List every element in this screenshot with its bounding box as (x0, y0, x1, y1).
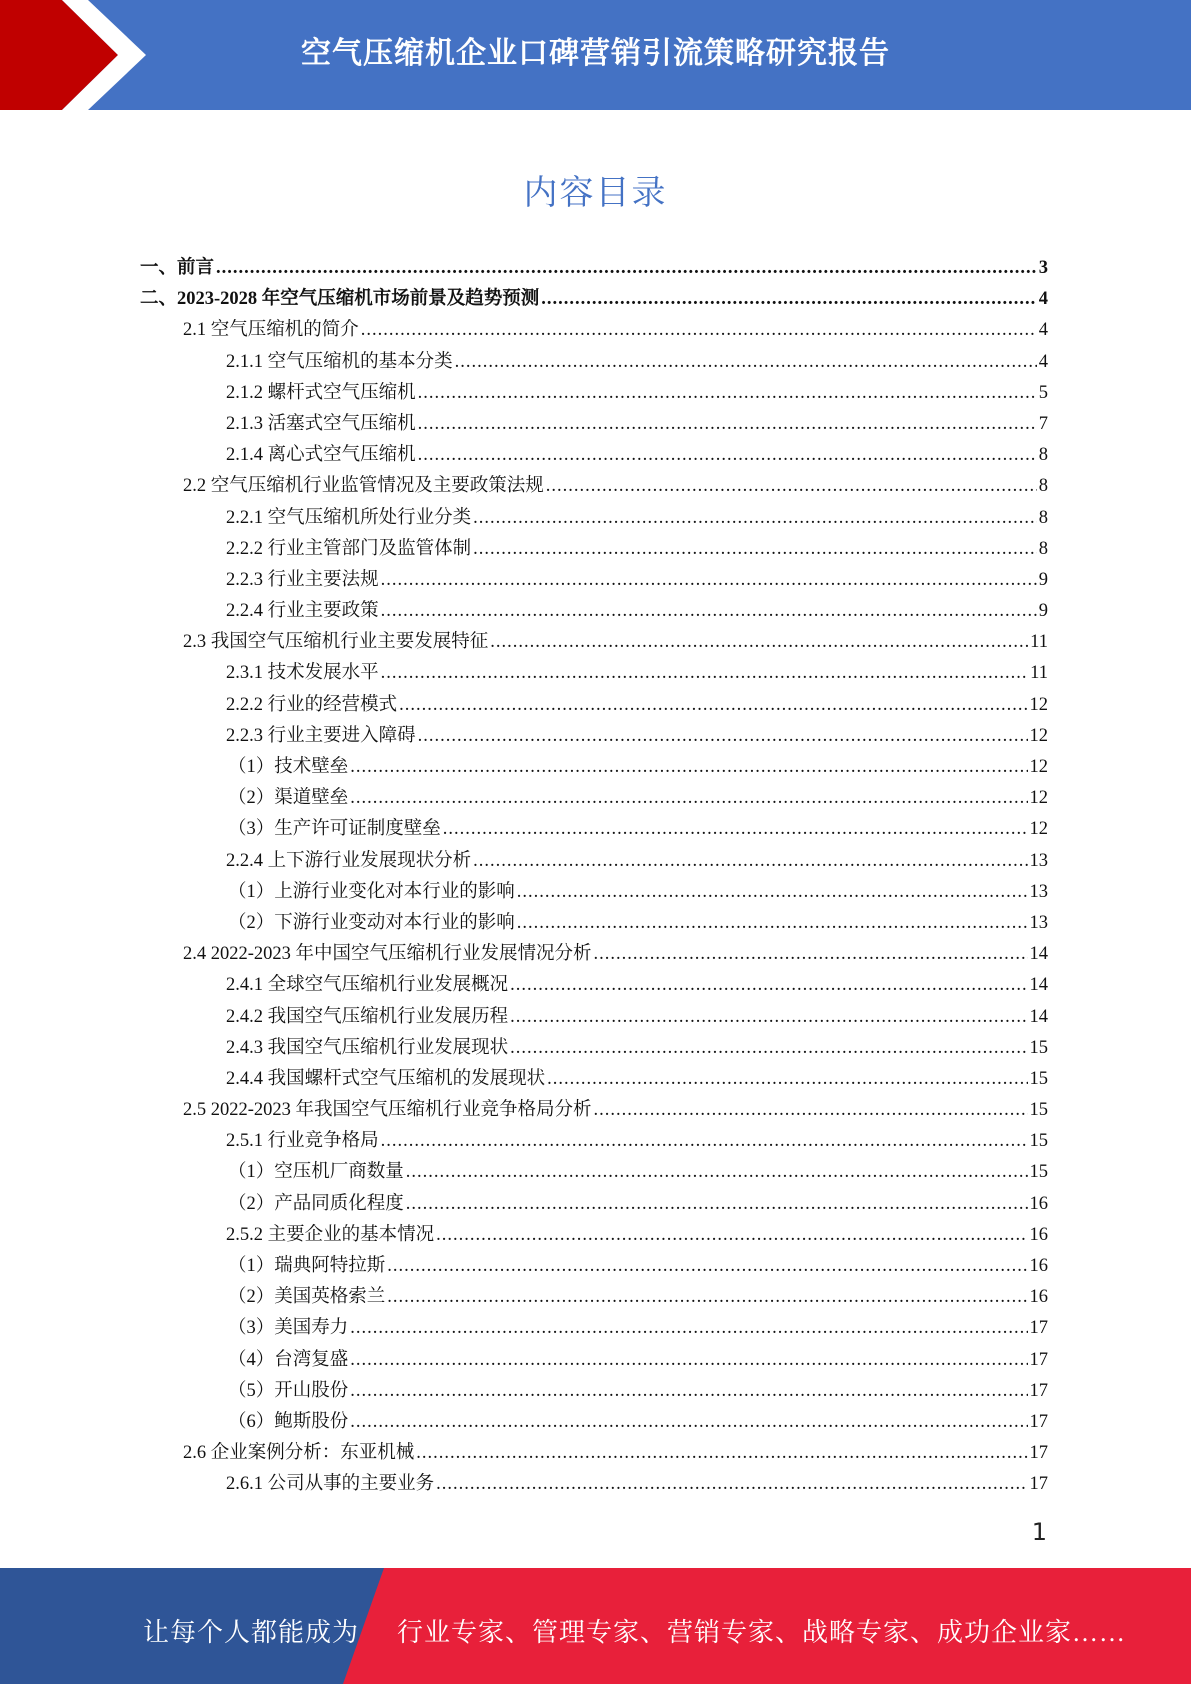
toc-entry[interactable] (140, 690, 1048, 721)
toc-entry-title: 2.1.1 空气压缩机的基本分类 (226, 351, 453, 372)
toc-entry-page: 12 (1029, 694, 1048, 715)
toc-entry-page: 14 (1029, 944, 1048, 965)
toc-dot-leader (436, 1225, 1027, 1246)
toc-dot-leader (510, 975, 1027, 996)
toc-entry-page: 8 (1038, 507, 1048, 528)
toc-entry-title: （4）台湾复盛 (228, 1349, 349, 1370)
toc-dot-leader (350, 1318, 1027, 1339)
toc-entry-page: 17 (1029, 1474, 1048, 1495)
toc-dot-leader (510, 1038, 1027, 1059)
toc-entry-title: （1）瑞典阿特拉斯 (228, 1256, 386, 1276)
toc-entry[interactable] (140, 627, 1048, 658)
toc-entry-page: 11 (1030, 632, 1048, 653)
toc-entry-title: 2.2.2 行业主管部门及监管体制 (226, 538, 472, 559)
toc-entry-page: 17 (1029, 1380, 1048, 1401)
toc-dot-leader (473, 851, 1027, 872)
toc-entry-page: 13 (1029, 912, 1048, 933)
toc-entry[interactable] (140, 440, 1048, 471)
toc-entry-title: 2.6.1 公司从事的主要业务 (226, 1474, 435, 1495)
toc-entry-page: 15 (1029, 1162, 1048, 1183)
toc-entry-page: 11 (1030, 663, 1048, 684)
toc-entry-page: 12 (1029, 757, 1048, 777)
toc-entry[interactable] (140, 814, 1048, 845)
toc-entry-title: （2）产品同质化程度 (228, 1193, 404, 1214)
report-title: 空气压缩机企业口碑营销引流策略研究报告 (301, 36, 890, 71)
toc-entry[interactable] (140, 1220, 1048, 1251)
toc-entry-page: 17 (1029, 1443, 1048, 1464)
toc-heading: 内容目录 (523, 173, 668, 213)
toc-entry-title: （1）空压机厂商数量 (228, 1162, 404, 1183)
toc-entry[interactable] (140, 1189, 1048, 1220)
toc-entry[interactable] (140, 534, 1048, 565)
toc-dot-leader (517, 882, 1028, 903)
toc-dot-leader (387, 1287, 1027, 1308)
toc-dot-leader (399, 695, 1027, 716)
toc-entry-title: 2.4.4 我国螺杆式空气压缩机的发展现状 (226, 1068, 546, 1089)
toc-entry[interactable] (140, 846, 1048, 877)
toc-entry-page: 13 (1029, 881, 1048, 902)
toc-dot-leader (381, 601, 1037, 622)
toc-entry[interactable] (140, 471, 1048, 502)
toc-entry-title: 2.2.2 行业的经营模式 (226, 694, 398, 715)
toc-entry[interactable] (140, 1376, 1048, 1407)
toc-dot-leader (350, 757, 1027, 778)
toc-entry-title: （6）鲍斯股份 (228, 1411, 349, 1432)
toc-entry-page: 4 (1038, 351, 1048, 372)
toc-entry-title: 2.4.1 全球空气压缩机行业发展概况 (226, 975, 509, 996)
toc-dot-leader (406, 1194, 1028, 1215)
toc-dot-leader (416, 1443, 1027, 1464)
toc-entry-title: （2）下游行业变动对本行业的影响 (228, 912, 515, 933)
toc-entry[interactable] (140, 752, 1048, 783)
toc-entry[interactable] (140, 596, 1048, 627)
toc-entry[interactable] (140, 1345, 1048, 1376)
toc-entry[interactable] (140, 658, 1048, 689)
toc-entry-title: （3）生产许可证制度壁垒 (228, 819, 441, 840)
toc-entry[interactable] (140, 1033, 1048, 1064)
toc-entry-page: 8 (1038, 538, 1048, 559)
toc-entry-page: 17 (1029, 1349, 1048, 1370)
toc-dot-leader (490, 632, 1028, 653)
toc-entry-page: 17 (1029, 1411, 1048, 1432)
toc-entry-title: 2.4.3 我国空气压缩机行业发展现状 (226, 1037, 509, 1058)
toc-entry[interactable] (140, 1438, 1048, 1469)
toc-entry-page: 9 (1038, 569, 1048, 590)
toc-entry[interactable] (140, 721, 1048, 752)
toc-entry-title: 2.1 空气压缩机的简介 (183, 320, 359, 341)
toc-entry[interactable] (140, 1002, 1048, 1033)
toc-entry[interactable] (140, 315, 1048, 346)
toc-dot-leader (547, 1069, 1027, 1090)
toc-list (140, 253, 1048, 1501)
toc-entry[interactable] (140, 1095, 1048, 1126)
toc-dot-leader (443, 819, 1028, 840)
toc-entry-page: 12 (1029, 819, 1048, 840)
toc-entry[interactable] (140, 1282, 1048, 1313)
toc-entry-page: 12 (1029, 725, 1048, 746)
toc-entry-title: （2）渠道壁垒 (228, 788, 349, 809)
toc-entry-title: 2.1.3 活塞式空气压缩机 (226, 413, 416, 434)
toc-entry-page: 13 (1029, 850, 1048, 871)
toc-entry-title: 2.3 我国空气压缩机行业主要发展特征 (183, 632, 489, 653)
toc-dot-leader (473, 508, 1037, 529)
toc-dot-leader (350, 788, 1027, 809)
toc-entry-title: 2.3.1 技术发展水平 (226, 663, 379, 684)
toc-dot-leader (510, 1007, 1027, 1028)
toc-entry-title: 2.1.4 离心式空气压缩机 (226, 445, 416, 466)
toc-dot-leader (594, 944, 1028, 965)
toc-dot-leader (418, 383, 1037, 404)
toc-dot-leader (418, 445, 1037, 466)
toc-entry-title: 2.4 2022-2023 年中国空气压缩机行业发展情况分析 (183, 944, 592, 965)
toc-entry-page: 14 (1029, 1006, 1048, 1027)
toc-entry-title: （5）开山股份 (228, 1380, 349, 1401)
toc-entry[interactable] (140, 1313, 1048, 1344)
toc-entry-page: 8 (1038, 445, 1048, 466)
toc-entry-title: 2.2.3 行业主要进入障碍 (226, 725, 416, 746)
toc-dot-leader (418, 414, 1037, 435)
toc-entry[interactable] (140, 565, 1048, 596)
footer-slogan-left: 让每个人都能成为 (143, 1618, 360, 1647)
toc-entry-page: 4 (1038, 320, 1048, 341)
toc-entry-title: 2.5.2 主要企业的基本情况 (226, 1224, 435, 1245)
toc-dot-leader (517, 913, 1028, 934)
toc-entry[interactable] (140, 970, 1048, 1001)
toc-dot-leader (381, 1131, 1028, 1152)
toc-entry-title: 2.4.2 我国空气压缩机行业发展历程 (226, 1006, 509, 1027)
toc-entry-title: 2.2.4 上下游行业发展现状分析 (226, 850, 472, 871)
header-banner (0, 0, 1191, 110)
toc-entry-page: 3 (1038, 258, 1048, 278)
toc-dot-leader (541, 289, 1036, 310)
toc-dot-leader (387, 1256, 1027, 1277)
toc-entry-page: 12 (1029, 788, 1048, 809)
toc-entry[interactable] (140, 1407, 1048, 1438)
toc-entry-title: 2.1.2 螺杆式空气压缩机 (226, 382, 416, 403)
toc-dot-leader (455, 352, 1037, 373)
toc-entry-title: 二、2023-2028 年空气压缩机市场前景及趋势预测 (140, 289, 540, 310)
footer-banner (0, 1568, 1191, 1684)
toc-dot-leader (594, 1100, 1028, 1121)
toc-entry[interactable] (140, 284, 1048, 315)
toc-entry[interactable] (140, 253, 1048, 284)
toc-dot-leader (350, 1412, 1027, 1433)
toc-entry-title: 2.5.1 行业竞争格局 (226, 1131, 379, 1152)
toc-entry[interactable] (140, 877, 1048, 908)
toc-entry[interactable] (140, 1251, 1048, 1282)
toc-entry-page: 17 (1029, 1318, 1048, 1339)
toc-entry[interactable] (140, 347, 1048, 378)
toc-entry-page: 15 (1029, 1068, 1048, 1089)
toc-entry-page: 16 (1029, 1193, 1048, 1214)
toc-dot-leader (381, 663, 1029, 684)
toc-entry-page: 16 (1029, 1224, 1048, 1245)
toc-entry-title: （2）美国英格索兰 (228, 1287, 386, 1308)
footer-slogan-right: 行业专家、管理专家、营销专家、战略专家、成功企业家…… (397, 1618, 1127, 1647)
toc-entry-page: 5 (1038, 382, 1048, 403)
toc-entry-title: （1）技术壁垒 (228, 757, 349, 777)
toc-entry-page: 4 (1038, 289, 1048, 310)
toc-entry-title: 2.2.1 空气压缩机所处行业分类 (226, 507, 472, 528)
toc-dot-leader (406, 1162, 1028, 1183)
toc-entry[interactable] (140, 783, 1048, 814)
toc-entry[interactable] (140, 939, 1048, 970)
toc-entry[interactable] (140, 1469, 1048, 1500)
toc-entry-page: 9 (1038, 601, 1048, 622)
toc-dot-leader (418, 726, 1028, 747)
toc-entry-title: 2.2.4 行业主要政策 (226, 601, 379, 622)
toc-dot-leader (381, 570, 1037, 591)
toc-entry-page: 15 (1029, 1100, 1048, 1121)
page-number: 1 (1031, 1518, 1047, 1546)
toc-entry-page: 16 (1029, 1287, 1048, 1308)
toc-entry[interactable] (140, 503, 1048, 534)
toc-entry-title: 2.5 2022-2023 年我国空气压缩机行业竞争格局分析 (183, 1100, 592, 1121)
toc-entry-page: 15 (1029, 1131, 1048, 1152)
toc-entry[interactable] (140, 409, 1048, 440)
toc-entry-title: 2.6 企业案例分析：东亚机械 (183, 1443, 415, 1464)
toc-dot-leader (546, 476, 1037, 497)
toc-dot-leader (473, 539, 1037, 560)
toc-entry-page: 15 (1029, 1037, 1048, 1058)
toc-dot-leader (350, 1381, 1027, 1402)
toc-entry-title: 2.2.3 行业主要法规 (226, 569, 379, 590)
toc-entry-page: 14 (1029, 975, 1048, 996)
toc-entry[interactable] (140, 1126, 1048, 1157)
toc-dot-leader (216, 258, 1037, 279)
toc-entry[interactable] (140, 908, 1048, 939)
toc-entry-title: 2.2 空气压缩机行业监管情况及主要政策法规 (183, 476, 544, 497)
toc-entry[interactable] (140, 1157, 1048, 1188)
toc-entry-title: （3）美国寿力 (228, 1318, 349, 1339)
toc-dot-leader (361, 320, 1037, 341)
toc-dot-leader (436, 1474, 1027, 1495)
toc-entry-page: 7 (1038, 413, 1048, 434)
toc-entry[interactable] (140, 378, 1048, 409)
toc-entry-page: 16 (1029, 1256, 1048, 1276)
toc-entry-title: 一、前言 (140, 258, 215, 278)
toc-entry[interactable] (140, 1064, 1048, 1095)
toc-dot-leader (350, 1350, 1027, 1371)
toc-entry-page: 8 (1038, 476, 1048, 497)
toc-entry-title: （1）上游行业变化对本行业的影响 (228, 881, 515, 902)
